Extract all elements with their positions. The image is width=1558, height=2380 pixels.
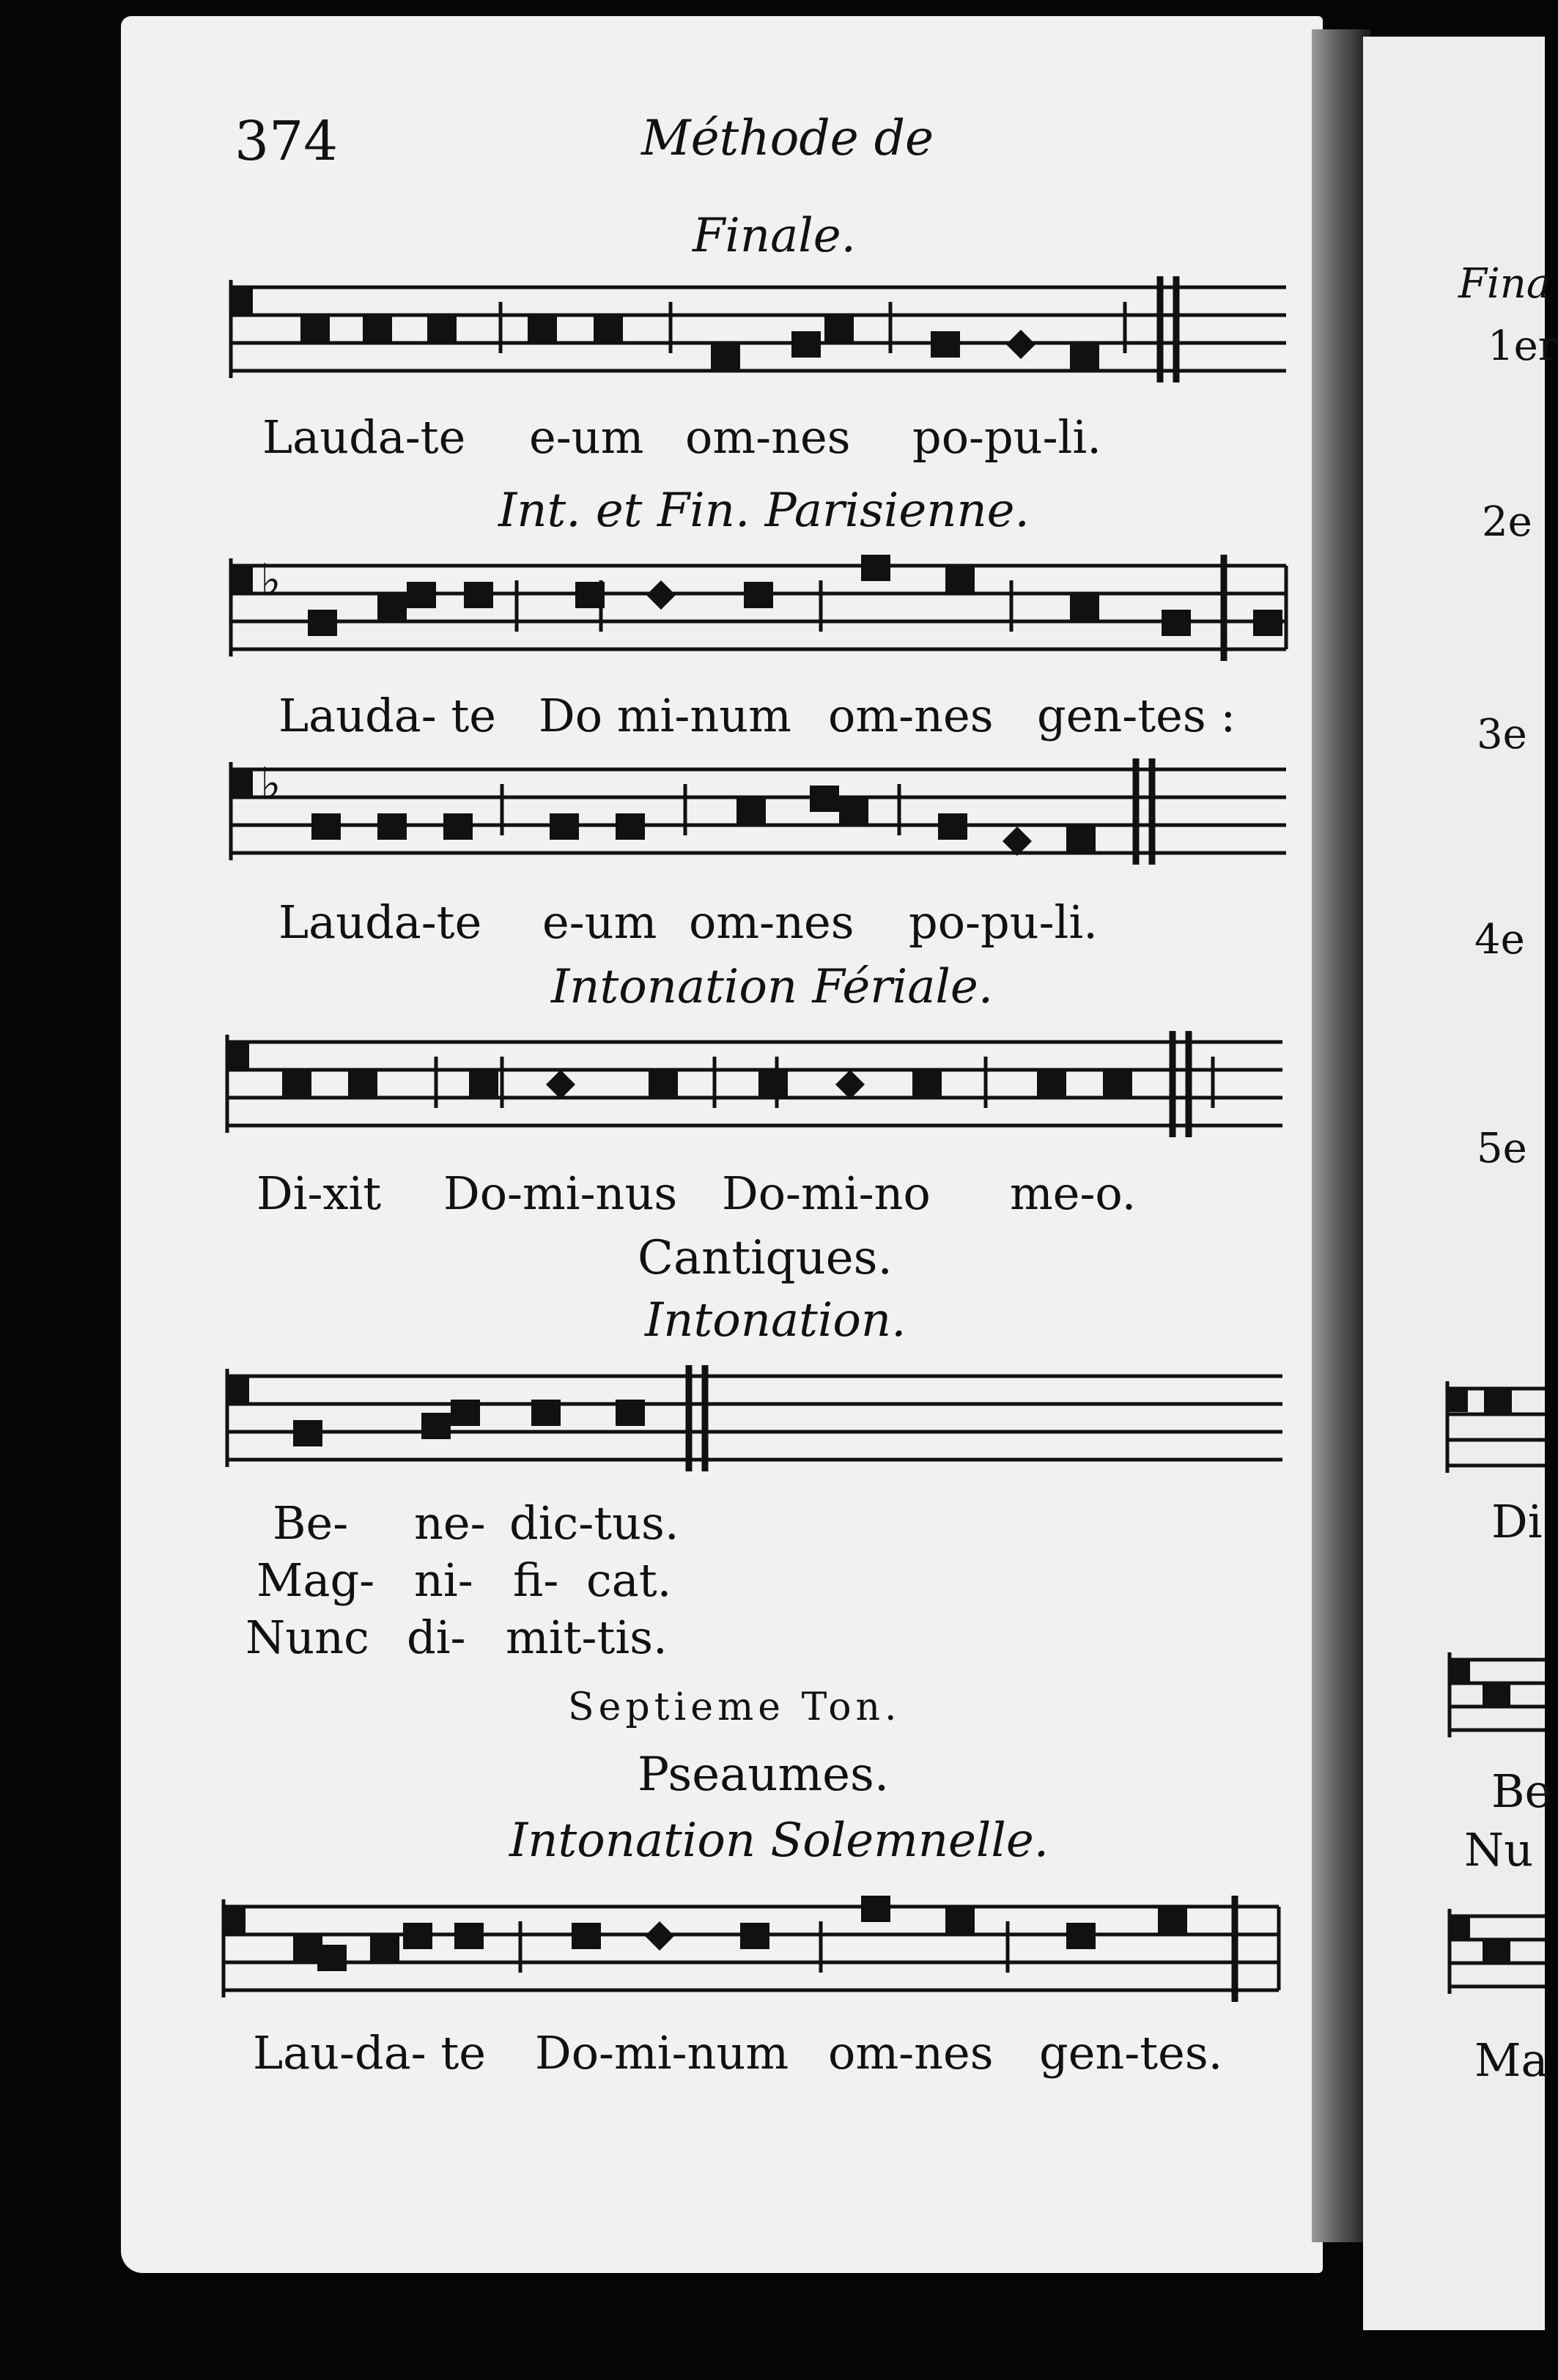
facing-staff-2	[1450, 1652, 1545, 1740]
facing-fragment: Be	[1491, 1764, 1552, 1818]
lyric: Lauda- te	[278, 689, 496, 742]
lyric: Do mi-num	[539, 689, 791, 742]
lyric: me-o.	[1010, 1167, 1137, 1220]
book-gutter	[1312, 29, 1370, 2242]
facing-margin-label: 4e	[1474, 916, 1525, 964]
section-heading-finale: Finale.	[693, 209, 856, 263]
music-staff-1	[231, 273, 1286, 397]
lyric: cat.	[586, 1553, 672, 1607]
lyric: ne-	[414, 1496, 486, 1550]
lyric: po-pu-li.	[912, 410, 1101, 464]
lyric: Di-xit	[256, 1167, 382, 1220]
facing-fragment: Di	[1491, 1495, 1543, 1548]
lyric: fi-	[513, 1553, 559, 1607]
cantiques-intonation: Intonation.	[645, 1293, 907, 1348]
music-staff-6	[224, 1892, 1279, 2017]
facing-fragment: Nu	[1464, 1823, 1534, 1877]
lyric: ni-	[414, 1553, 473, 1607]
facing-margin-label: 1er	[1488, 322, 1558, 370]
lyric: Lauda-te	[278, 895, 482, 949]
lyric: mit-tis.	[506, 1611, 668, 1664]
music-staff-2	[231, 551, 1286, 676]
lyric: Do-mi-nus	[443, 1167, 678, 1220]
intonation-solemnelle: Intonation Solemnelle.	[509, 1814, 1049, 1868]
lyric: di-	[407, 1611, 466, 1664]
lyric: om-nes	[828, 689, 994, 742]
lyric: Nunc	[245, 1611, 369, 1664]
facing-margin-label: 3e	[1477, 711, 1527, 758]
lyric: Be-	[273, 1496, 349, 1550]
lyric: gen-tes :	[1037, 689, 1236, 742]
pseaumes-title: Pseaumes.	[638, 1748, 890, 1802]
lyric: Lau-da- te	[253, 2026, 486, 2080]
facing-margin-label: 5e	[1477, 1125, 1527, 1172]
lyric: gen-tes.	[1039, 2026, 1223, 2080]
page-number: 374	[235, 110, 339, 173]
svg-text:♭: ♭	[260, 555, 281, 606]
section-heading-parisienne: Int. et Fin. Parisienne.	[498, 484, 1030, 538]
lyric: e-um	[529, 410, 644, 464]
cantiques-title: Cantiques.	[638, 1231, 893, 1285]
section-heading-feriale: Intonation Fériale.	[551, 960, 994, 1014]
facing-staff-3	[1450, 1909, 1545, 1997]
lyric: Lauda-te	[262, 410, 466, 464]
lyric: om-nes	[689, 895, 854, 949]
lyric: Mag-	[256, 1553, 375, 1607]
music-staff-5	[227, 1361, 1282, 1486]
facing-fragment: Ma	[1474, 2033, 1548, 2087]
lyric: dic-tus.	[509, 1496, 679, 1550]
svg-text:♭: ♭	[260, 758, 281, 810]
lyric: Do-mi-num	[535, 2026, 789, 2080]
lyric: Do-mi-no	[722, 1167, 931, 1220]
music-staff-4	[227, 1027, 1282, 1152]
facing-margin-label: Fina	[1458, 260, 1551, 308]
facing-margin-label: 2e	[1482, 498, 1532, 546]
lyric: po-pu-li.	[909, 895, 1098, 949]
running-head: Méthode de	[641, 110, 934, 166]
septieme-ton-title: Septieme Ton.	[568, 1685, 901, 1729]
lyric: om-nes	[828, 2026, 994, 2080]
lyric: om-nes	[685, 410, 851, 464]
music-staff-3	[231, 755, 1286, 879]
facing-staff-1	[1447, 1381, 1545, 1477]
lyric: e-um	[542, 895, 657, 949]
